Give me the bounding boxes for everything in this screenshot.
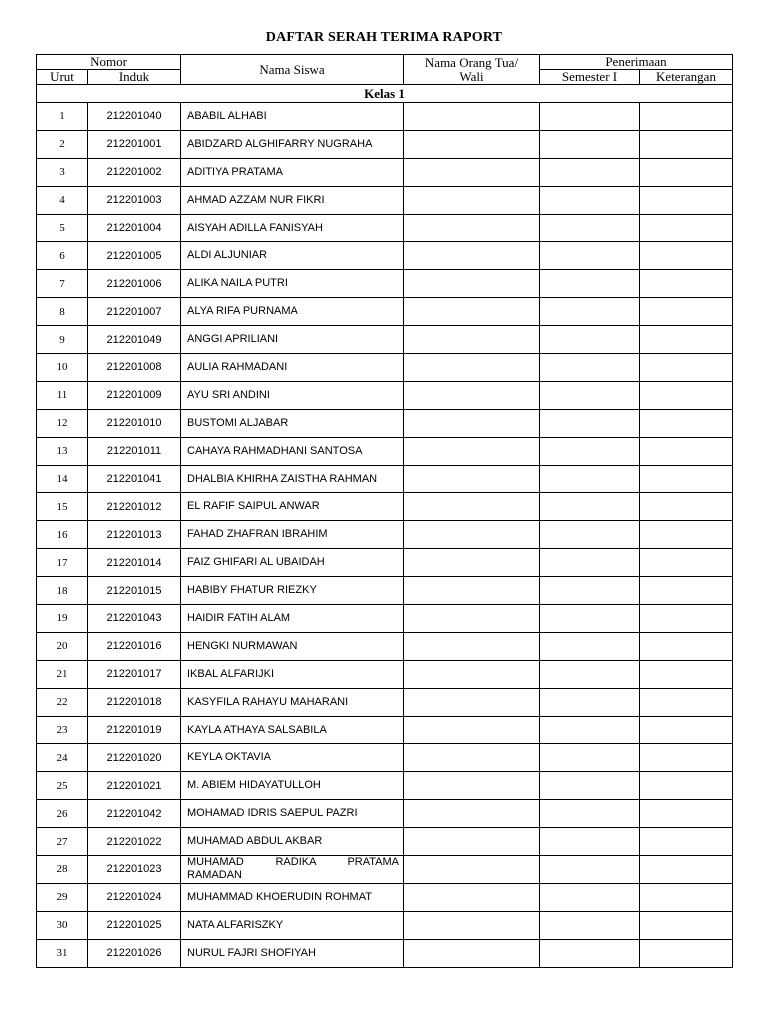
student-urut: 10 xyxy=(37,354,88,382)
student-urut: 3 xyxy=(37,158,88,186)
orang-tua-cell xyxy=(404,577,540,605)
student-induk: 212201002 xyxy=(88,158,181,186)
table-row xyxy=(37,242,733,270)
keterangan-cell xyxy=(640,772,733,800)
semester-cell xyxy=(540,270,640,298)
semester-cell xyxy=(540,158,640,186)
table-row xyxy=(37,939,733,967)
keterangan-cell xyxy=(640,437,733,465)
student-urut: 1 xyxy=(37,103,88,131)
semester-cell xyxy=(540,828,640,856)
student-urut: 14 xyxy=(37,465,88,493)
keterangan-cell xyxy=(640,856,733,884)
table-row xyxy=(37,800,733,828)
table-row xyxy=(37,660,733,688)
student-nama: FAHAD ZHAFRAN IBRAHIM xyxy=(181,521,404,549)
keterangan-cell xyxy=(640,577,733,605)
keterangan-cell xyxy=(640,130,733,158)
student-urut: 9 xyxy=(37,326,88,354)
semester-cell xyxy=(540,242,640,270)
table-row xyxy=(37,158,733,186)
keterangan-cell xyxy=(640,326,733,354)
student-urut: 19 xyxy=(37,605,88,633)
student-induk: 212201009 xyxy=(88,381,181,409)
student-nama: FAIZ GHIFARI AL UBAIDAH xyxy=(181,549,404,577)
keterangan-cell xyxy=(640,688,733,716)
table-row xyxy=(37,493,733,521)
semester-cell xyxy=(540,354,640,382)
orang-tua-cell xyxy=(404,214,540,242)
semester-cell xyxy=(540,883,640,911)
table-row xyxy=(37,605,733,633)
student-induk: 212201026 xyxy=(88,939,181,967)
keterangan-cell xyxy=(640,521,733,549)
semester-cell xyxy=(540,409,640,437)
student-urut: 29 xyxy=(37,883,88,911)
keterangan-cell xyxy=(640,660,733,688)
student-urut: 12 xyxy=(37,409,88,437)
student-urut: 13 xyxy=(37,437,88,465)
orang-tua-cell xyxy=(404,270,540,298)
table-row xyxy=(37,214,733,242)
table-row xyxy=(37,326,733,354)
keterangan-cell xyxy=(640,409,733,437)
student-induk: 212201021 xyxy=(88,772,181,800)
student-urut: 7 xyxy=(37,270,88,298)
keterangan-cell xyxy=(640,605,733,633)
student-urut: 20 xyxy=(37,632,88,660)
student-induk: 212201006 xyxy=(88,270,181,298)
student-nama: BUSTOMI ALJABAR xyxy=(181,409,404,437)
orang-tua-cell xyxy=(404,158,540,186)
student-induk: 212201007 xyxy=(88,298,181,326)
student-nama: AHMAD AZZAM NUR FIKRI xyxy=(181,186,404,214)
orang-tua-cell xyxy=(404,605,540,633)
header-nama-siswa: Nama Siswa xyxy=(181,55,404,85)
keterangan-cell xyxy=(640,716,733,744)
student-induk: 212201019 xyxy=(88,716,181,744)
table-row xyxy=(37,632,733,660)
table-row xyxy=(37,688,733,716)
orang-tua-cell xyxy=(404,409,540,437)
keterangan-cell xyxy=(640,493,733,521)
semester-cell xyxy=(540,577,640,605)
student-induk: 212201011 xyxy=(88,437,181,465)
keterangan-cell xyxy=(640,939,733,967)
student-induk: 212201042 xyxy=(88,800,181,828)
table-row xyxy=(37,577,733,605)
orang-tua-cell xyxy=(404,381,540,409)
student-urut: 25 xyxy=(37,772,88,800)
student-nama: HABIBY FHATUR RIEZKY xyxy=(181,577,404,605)
student-urut: 4 xyxy=(37,186,88,214)
student-urut: 22 xyxy=(37,688,88,716)
semester-cell xyxy=(540,632,640,660)
student-induk: 212201049 xyxy=(88,326,181,354)
keterangan-cell xyxy=(640,800,733,828)
page-title: DAFTAR SERAH TERIMA RAPORT xyxy=(265,30,503,45)
student-list xyxy=(37,85,733,968)
student-nama: MUHAMAD ABDUL AKBAR xyxy=(181,828,404,856)
orang-tua-cell xyxy=(404,242,540,270)
student-nama: HENGKI NURMAWAN xyxy=(181,632,404,660)
orang-tua-cell xyxy=(404,465,540,493)
keterangan-cell xyxy=(640,186,733,214)
student-urut: 28 xyxy=(37,856,88,884)
student-urut: 23 xyxy=(37,716,88,744)
student-induk: 212201004 xyxy=(88,214,181,242)
student-urut: 24 xyxy=(37,744,88,772)
orang-tua-cell xyxy=(404,856,540,884)
student-induk: 212201041 xyxy=(88,465,181,493)
table-row xyxy=(37,270,733,298)
student-nama: IKBAL ALFARIJKI xyxy=(181,660,404,688)
student-induk: 212201016 xyxy=(88,632,181,660)
semester-cell xyxy=(540,437,640,465)
table-row xyxy=(37,856,733,884)
keterangan-cell xyxy=(640,298,733,326)
keterangan-cell xyxy=(640,883,733,911)
orang-tua-cell xyxy=(404,911,540,939)
student-urut: 27 xyxy=(37,828,88,856)
keterangan-cell xyxy=(640,214,733,242)
semester-cell xyxy=(540,800,640,828)
student-nama: KAYLA ATHAYA SALSABILA xyxy=(181,716,404,744)
student-urut: 21 xyxy=(37,660,88,688)
student-nama: EL RAFIF SAIPUL ANWAR xyxy=(181,493,404,521)
orang-tua-cell xyxy=(404,354,540,382)
student-nama: ADITIYA PRATAMA xyxy=(181,158,404,186)
semester-cell xyxy=(540,772,640,800)
student-urut: 18 xyxy=(37,577,88,605)
kelas-label: Kelas 1 xyxy=(37,85,733,103)
semester-cell xyxy=(540,605,640,633)
student-induk: 212201013 xyxy=(88,521,181,549)
student-nama: AULIA RAHMADANI xyxy=(181,354,404,382)
orang-tua-cell xyxy=(404,493,540,521)
student-urut: 15 xyxy=(37,493,88,521)
student-induk: 212201020 xyxy=(88,744,181,772)
table-row xyxy=(37,409,733,437)
table-row xyxy=(37,521,733,549)
orang-tua-cell xyxy=(404,800,540,828)
student-induk: 212201012 xyxy=(88,493,181,521)
orang-tua-cell xyxy=(404,549,540,577)
semester-cell xyxy=(540,716,640,744)
header-nama-orang-tua-line2: Wali xyxy=(459,68,484,84)
student-urut: 8 xyxy=(37,298,88,326)
student-nama: MUHAMAD RADIKA PRATAMA RAMADAN xyxy=(181,856,404,884)
student-urut: 6 xyxy=(37,242,88,270)
table-row xyxy=(37,186,733,214)
student-nama: ANGGI APRILIANI xyxy=(181,326,404,354)
student-induk: 212201043 xyxy=(88,605,181,633)
student-nama: MOHAMAD IDRIS SAEPUL PAZRI xyxy=(181,800,404,828)
keterangan-cell xyxy=(640,242,733,270)
header-induk: Induk xyxy=(88,70,181,85)
student-induk: 212201023 xyxy=(88,856,181,884)
student-nama: KASYFILA RAHAYU MAHARANI xyxy=(181,688,404,716)
table-row xyxy=(37,298,733,326)
semester-cell xyxy=(540,911,640,939)
student-induk: 212201010 xyxy=(88,409,181,437)
orang-tua-cell xyxy=(404,716,540,744)
keterangan-cell xyxy=(640,549,733,577)
orang-tua-cell xyxy=(404,103,540,131)
student-induk: 212201001 xyxy=(88,130,181,158)
student-nama: HAIDIR FATIH ALAM xyxy=(181,605,404,633)
orang-tua-cell xyxy=(404,130,540,158)
header-penerimaan: Penerimaan xyxy=(540,55,733,70)
student-nama: ABABIL ALHABI xyxy=(181,103,404,131)
student-induk: 212201008 xyxy=(88,354,181,382)
table-row xyxy=(37,103,733,131)
semester-cell xyxy=(540,493,640,521)
student-nama: ALDI ALJUNIAR xyxy=(181,242,404,270)
orang-tua-cell xyxy=(404,939,540,967)
orang-tua-cell xyxy=(404,298,540,326)
student-induk: 212201005 xyxy=(88,242,181,270)
semester-cell xyxy=(540,298,640,326)
semester-cell xyxy=(540,856,640,884)
header-nama-orang-tua xyxy=(404,55,540,85)
semester-cell xyxy=(540,660,640,688)
orang-tua-cell xyxy=(404,688,540,716)
semester-cell xyxy=(540,186,640,214)
student-urut: 26 xyxy=(37,800,88,828)
student-urut: 30 xyxy=(37,911,88,939)
student-induk: 212201024 xyxy=(88,883,181,911)
student-nama: MUHAMMAD KHOERUDIN ROHMAT xyxy=(181,883,404,911)
keterangan-cell xyxy=(640,828,733,856)
orang-tua-cell xyxy=(404,186,540,214)
orang-tua-cell xyxy=(404,772,540,800)
orang-tua-cell xyxy=(404,660,540,688)
student-induk: 212201018 xyxy=(88,688,181,716)
student-urut: 2 xyxy=(37,130,88,158)
header-semester: Semester I xyxy=(540,70,640,85)
student-urut: 17 xyxy=(37,549,88,577)
keterangan-cell xyxy=(640,911,733,939)
header-keterangan: Keterangan xyxy=(640,70,733,85)
table-row xyxy=(37,716,733,744)
orang-tua-cell xyxy=(404,883,540,911)
student-nama: DHALBIA KHIRHA ZAISTHA RAHMAN xyxy=(181,465,404,493)
table-row xyxy=(37,883,733,911)
orang-tua-cell xyxy=(404,828,540,856)
semester-cell xyxy=(540,744,640,772)
student-nama: AISYAH ADILLA FANISYAH xyxy=(181,214,404,242)
semester-cell xyxy=(540,214,640,242)
student-nama: ALYA RIFA PURNAMA xyxy=(181,298,404,326)
orang-tua-cell xyxy=(404,744,540,772)
student-urut: 31 xyxy=(37,939,88,967)
student-induk: 212201015 xyxy=(88,577,181,605)
semester-cell xyxy=(540,521,640,549)
report-handover-table xyxy=(36,54,733,968)
student-induk: 212201025 xyxy=(88,911,181,939)
semester-cell xyxy=(540,688,640,716)
student-nama: M. ABIEM HIDAYATULLOH xyxy=(181,772,404,800)
semester-cell xyxy=(540,326,640,354)
table-row xyxy=(37,772,733,800)
keterangan-cell xyxy=(640,270,733,298)
table-row xyxy=(37,828,733,856)
student-nama: ALIKA NAILA PUTRI xyxy=(181,270,404,298)
table-row xyxy=(37,911,733,939)
orang-tua-cell xyxy=(404,437,540,465)
student-nama: NURUL FAJRI SHOFIYAH xyxy=(181,939,404,967)
orang-tua-cell xyxy=(404,521,540,549)
header-nomor: Nomor xyxy=(37,55,181,70)
table-row xyxy=(37,744,733,772)
student-urut: 5 xyxy=(37,214,88,242)
student-nama: ABIDZARD ALGHIFARRY NUGRAHA xyxy=(181,130,404,158)
table-row xyxy=(37,549,733,577)
student-nama: KEYLA OKTAVIA xyxy=(181,744,404,772)
student-nama: NATA ALFARISZKY xyxy=(181,911,404,939)
table-row xyxy=(37,381,733,409)
student-nama: CAHAYA RAHMADHANI SANTOSA xyxy=(181,437,404,465)
orang-tua-cell xyxy=(404,326,540,354)
student-induk: 212201017 xyxy=(88,660,181,688)
keterangan-cell xyxy=(640,632,733,660)
keterangan-cell xyxy=(640,158,733,186)
table-row xyxy=(37,465,733,493)
header-nama-orang-tua-line1: Nama Orang Tua/ xyxy=(424,54,519,70)
semester-cell xyxy=(540,465,640,493)
orang-tua-cell xyxy=(404,632,540,660)
semester-cell xyxy=(540,103,640,131)
table-row xyxy=(37,130,733,158)
semester-cell xyxy=(540,549,640,577)
keterangan-cell xyxy=(640,465,733,493)
table-row xyxy=(37,354,733,382)
student-induk: 212201022 xyxy=(88,828,181,856)
student-urut: 11 xyxy=(37,381,88,409)
semester-cell xyxy=(540,939,640,967)
semester-cell xyxy=(540,130,640,158)
keterangan-cell xyxy=(640,103,733,131)
student-induk: 212201003 xyxy=(88,186,181,214)
header-urut: Urut xyxy=(37,70,88,85)
student-induk: 212201014 xyxy=(88,549,181,577)
student-nama: AYU SRI ANDINI xyxy=(181,381,404,409)
keterangan-cell xyxy=(640,381,733,409)
student-urut: 16 xyxy=(37,521,88,549)
student-induk: 212201040 xyxy=(88,103,181,131)
semester-cell xyxy=(540,381,640,409)
keterangan-cell xyxy=(640,744,733,772)
keterangan-cell xyxy=(640,354,733,382)
table-row xyxy=(37,437,733,465)
